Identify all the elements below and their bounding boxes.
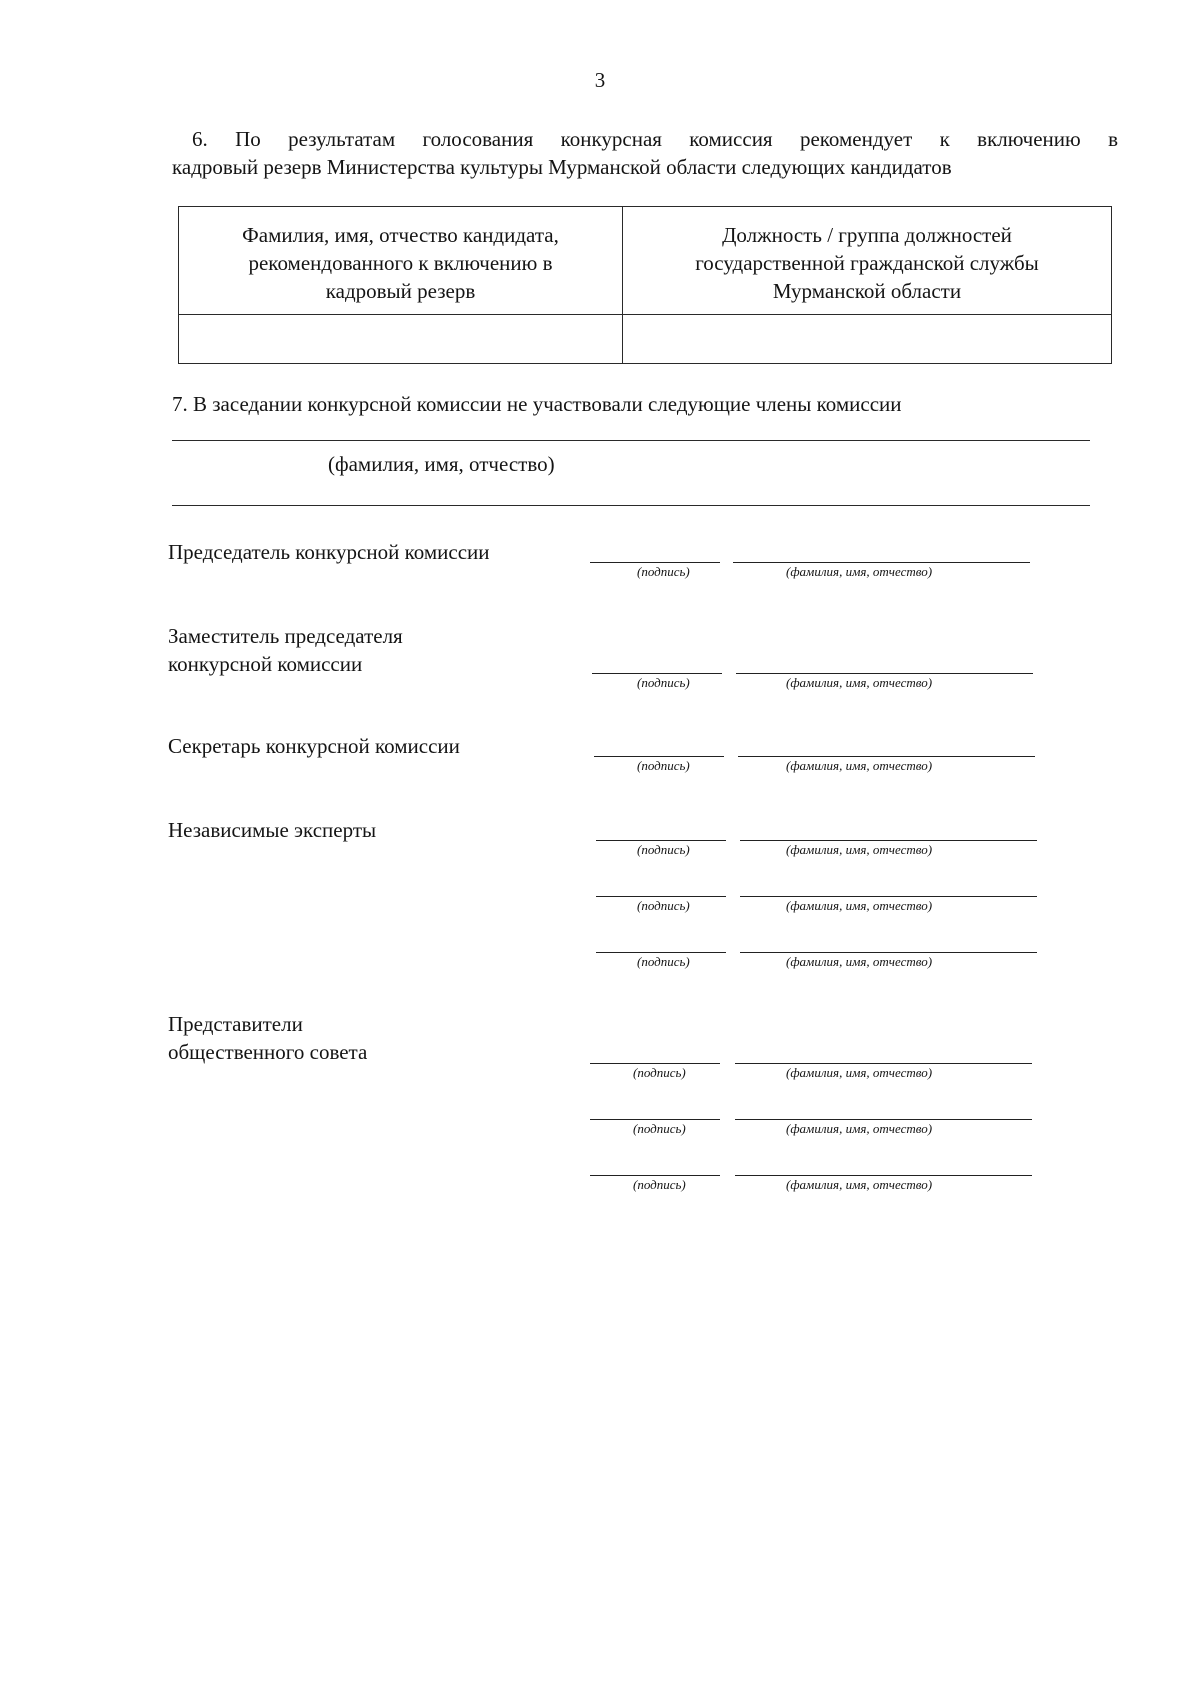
- signature-caption: (подпись): [637, 898, 690, 913]
- name-caption: (фамилия, имя, отчество): [786, 898, 933, 913]
- role-secretary: Секретарь конкурсной комиссии: [168, 734, 460, 758]
- name-caption: (фамилия, имя, отчество): [786, 564, 933, 579]
- name-line: [735, 1063, 1032, 1064]
- signature-line: [590, 1063, 720, 1064]
- name-caption: (фамилия, имя, отчество): [786, 954, 933, 969]
- name-caption: (фамилия, имя, отчество): [786, 1121, 933, 1136]
- section-7-paragraph: 7. В заседании конкурсной комиссии не участвовали следующие члены комиссии: [172, 392, 902, 416]
- signature-caption: (подпись): [633, 1121, 686, 1136]
- name-line: [740, 840, 1037, 841]
- name-caption: (фамилия, имя, отчество): [786, 842, 933, 857]
- name-caption: (фамилия, имя, отчество): [786, 1065, 933, 1080]
- signature-line: [596, 952, 726, 953]
- name-caption: (фамилия, имя, отчество): [786, 758, 933, 773]
- name-line: [740, 896, 1037, 897]
- name-line: [736, 673, 1033, 674]
- signature-caption: (подпись): [637, 758, 690, 773]
- absent-members-line-1: [172, 440, 1090, 441]
- signature-caption: (подпись): [637, 842, 690, 857]
- signature-caption: (подпись): [637, 564, 690, 579]
- table-header-candidate: Фамилия, имя, отчество кандидата, рекомендованного к включению в кадровый резерв: [242, 223, 559, 303]
- section-6-line-1: 6. По результатам голосования конкурсная комиссия рекомендует к включению в: [192, 127, 1118, 151]
- role-council: Представители общественного совета: [168, 1012, 368, 1064]
- name-line: [735, 1119, 1032, 1120]
- role-chair: Председатель конкурсной комиссии: [168, 540, 490, 564]
- signature-line: [592, 673, 722, 674]
- signature-line: [596, 896, 726, 897]
- page-number: 3: [594, 68, 606, 92]
- signature-line: [596, 840, 726, 841]
- candidates-table: [178, 206, 1112, 364]
- signature-caption: (подпись): [637, 675, 690, 690]
- signature-caption: (подпись): [633, 1065, 686, 1080]
- signature-caption: (подпись): [633, 1177, 686, 1192]
- name-line: [740, 952, 1037, 953]
- absent-members-line-2: [172, 505, 1090, 506]
- absent-members-caption: (фамилия, имя, отчество): [328, 452, 555, 476]
- name-caption: (фамилия, имя, отчество): [786, 675, 933, 690]
- name-line: [738, 756, 1035, 757]
- section-6-paragraph: [172, 125, 1118, 181]
- signature-line: [594, 756, 724, 757]
- signature-line: [590, 562, 720, 563]
- name-line: [733, 562, 1030, 563]
- name-caption: (фамилия, имя, отчество): [786, 1177, 933, 1192]
- name-line: [735, 1175, 1032, 1176]
- signature-line: [590, 1119, 720, 1120]
- section-6-line-2: кадровый резерв Министерства культуры Мурманской области следующих кандидатов: [172, 155, 952, 179]
- signature-line: [590, 1175, 720, 1176]
- signature-caption: (подпись): [637, 954, 690, 969]
- role-deputy: Заместитель председателя конкурсной комиссии: [168, 624, 403, 676]
- role-experts: Независимые эксперты: [168, 818, 377, 842]
- table-header-position: Должность / группа должностей государственной гражданской службы Мурманской области: [695, 223, 1039, 303]
